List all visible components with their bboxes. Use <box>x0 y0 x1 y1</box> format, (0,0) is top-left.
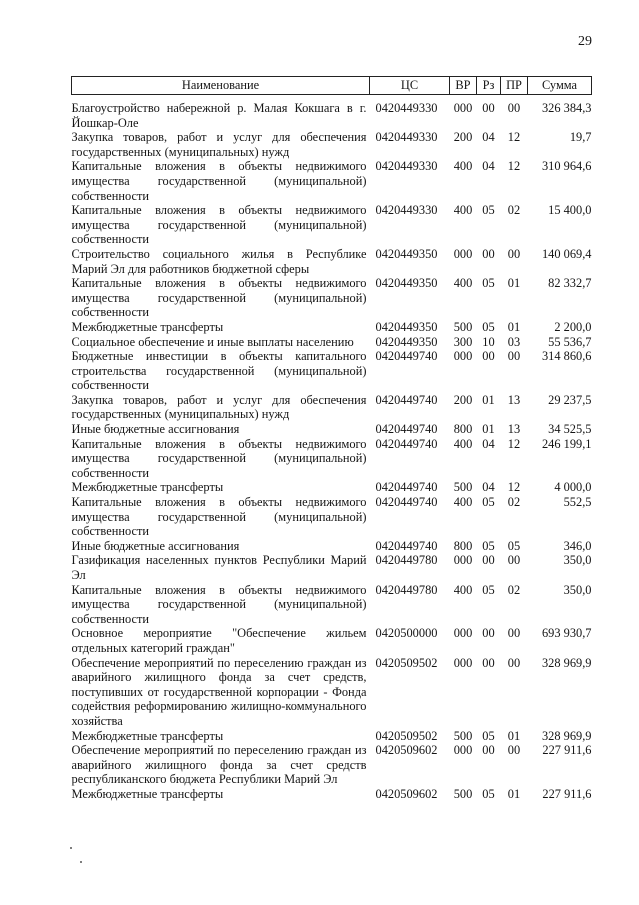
row-pr: 00 <box>507 626 521 641</box>
row-rz: 00 <box>482 553 495 568</box>
row-vr: 500 <box>453 319 473 334</box>
row-pr: 05 <box>507 538 521 553</box>
table-row <box>72 130 592 159</box>
table-row <box>72 95 592 131</box>
row-name: Межбюджетные трансферты <box>71 786 224 801</box>
row-name: Межбюджетные трансферты <box>71 319 224 334</box>
table-row <box>72 276 592 320</box>
row-sum: 227 911,6 <box>542 786 592 801</box>
row-rz: 00 <box>482 101 495 115</box>
row-sum: 4 000,0 <box>554 480 592 495</box>
row-rz: 04 <box>482 159 495 174</box>
header-pr: ПР <box>501 77 528 95</box>
table-row <box>72 203 592 247</box>
row-name: Обеспечение мероприятий по переселению граждан из аварийного жилищного фонда за счет средств, поступивших от государственной корпорации - Фонда содействия реформированию жилищно-коммунального хозяйства <box>71 655 367 728</box>
row-name: Строительство социального жилья в Республике Марий Эл для работников бюджетной сферы <box>71 246 367 276</box>
row-pr: 13 <box>507 392 521 407</box>
row-rz: 05 <box>482 495 495 510</box>
row-code: 0420449350 <box>375 276 438 291</box>
table-row <box>72 437 592 481</box>
row-name: Капитальные вложения в объекты недвижимого имущества государственной (муниципальной) собственности <box>71 203 367 247</box>
row-vr: 800 <box>453 538 473 553</box>
row-rz: 05 <box>482 276 495 291</box>
row-pr: 12 <box>507 480 521 495</box>
scan-speck <box>80 861 82 863</box>
row-vr: 000 <box>453 655 473 670</box>
row-code: 0420449740 <box>375 480 438 495</box>
row-pr: 00 <box>507 553 521 568</box>
row-code: 0420449780 <box>375 582 438 597</box>
header-vr: ВР <box>450 77 477 95</box>
row-sum: 2 200,0 <box>554 319 592 334</box>
scan-speck <box>70 847 72 849</box>
row-rz: 10 <box>482 334 495 349</box>
row-code: 0420509602 <box>375 743 438 758</box>
row-sum: 350,0 <box>563 582 592 597</box>
row-sum: 82 332,7 <box>548 276 592 291</box>
row-vr: 400 <box>453 203 473 218</box>
row-code: 0420449330 <box>375 159 438 174</box>
row-vr: 000 <box>453 246 473 261</box>
table-row <box>72 159 592 203</box>
table-row <box>72 393 592 422</box>
row-vr: 000 <box>453 743 473 758</box>
row-name: Иные бюджетные ассигнования <box>71 538 240 553</box>
table-row <box>72 626 592 655</box>
row-vr: 000 <box>453 101 473 115</box>
row-sum: 328 969,9 <box>541 728 592 743</box>
row-code: 0420449330 <box>375 101 438 115</box>
row-pr: 01 <box>507 276 521 291</box>
row-pr: 02 <box>507 582 521 597</box>
row-pr: 00 <box>507 101 521 115</box>
header-code: ЦС <box>370 77 450 95</box>
row-name: Закупка товаров, работ и услуг для обеспечения государственных (муниципальных) нужд <box>71 130 367 159</box>
row-name: Благоустройство набережной р. Малая Кокшага в г. Йошкар-Оле <box>71 101 367 130</box>
row-sum: 34 525,5 <box>548 422 592 437</box>
row-name: Основное мероприятие "Обеспечение жильем отдельных категорий граждан" <box>71 626 367 655</box>
row-sum: 140 069,4 <box>541 246 592 261</box>
row-name: Капитальные вложения в объекты недвижимого имущества государственной (муниципальной) собственности <box>71 436 367 480</box>
row-vr: 400 <box>453 276 473 291</box>
row-rz: 00 <box>482 246 495 261</box>
row-pr: 00 <box>507 349 521 364</box>
row-code: 0420509502 <box>375 655 438 670</box>
table-row <box>72 480 592 495</box>
row-code: 0420449740 <box>375 436 438 451</box>
row-vr: 500 <box>453 786 473 801</box>
row-rz: 00 <box>482 626 495 641</box>
row-rz: 01 <box>482 392 495 407</box>
row-vr: 200 <box>453 392 473 407</box>
row-pr: 02 <box>507 203 521 218</box>
row-vr: 000 <box>453 626 473 641</box>
row-vr: 400 <box>453 582 473 597</box>
row-pr: 00 <box>507 246 521 261</box>
row-name: Межбюджетные трансферты <box>71 728 224 743</box>
row-vr: 200 <box>453 130 473 145</box>
row-code: 0420449740 <box>375 349 438 364</box>
row-pr: 12 <box>507 159 521 174</box>
row-vr: 000 <box>453 349 473 364</box>
row-sum: 346,0 <box>563 538 592 553</box>
row-vr: 400 <box>453 159 473 174</box>
row-rz: 00 <box>482 349 495 364</box>
page-number: 29 <box>578 34 592 49</box>
table-row <box>72 583 592 627</box>
row-sum: 29 237,5 <box>548 392 592 407</box>
row-sum: 552,5 <box>563 495 592 510</box>
row-name: Капитальные вложения в объекты недвижимого имущества государственной (муниципальной) собственности <box>71 495 367 539</box>
table-row <box>72 422 592 437</box>
table-row <box>72 553 592 582</box>
row-code: 0420449740 <box>375 392 438 407</box>
row-vr: 800 <box>453 422 473 437</box>
row-sum: 693 930,7 <box>541 626 592 641</box>
row-sum: 246 199,1 <box>541 436 592 451</box>
row-sum: 55 536,7 <box>548 334 592 349</box>
row-rz: 00 <box>482 655 495 670</box>
row-name: Обеспечение мероприятий по переселению граждан из аварийного жилищного фонда за счет средств республиканского бюджета Республики Марий Эл <box>71 743 367 787</box>
row-pr: 03 <box>507 334 521 349</box>
table-header <box>72 77 592 95</box>
row-vr: 300 <box>453 334 473 349</box>
row-pr: 12 <box>507 130 521 145</box>
row-sum: 326 384,3 <box>541 101 592 115</box>
row-code: 0420449330 <box>375 203 438 218</box>
budget-table <box>71 76 592 802</box>
row-vr: 500 <box>453 480 473 495</box>
table-row <box>72 729 592 744</box>
row-pr: 01 <box>507 786 521 801</box>
row-name: Закупка товаров, работ и услуг для обеспечения государственных (муниципальных) нужд <box>71 392 367 422</box>
table-row <box>72 787 592 802</box>
row-rz: 05 <box>482 203 495 218</box>
row-sum: 328 969,9 <box>541 655 592 670</box>
row-name: Бюджетные инвестиции в объекты капитального строительства государственной (муниципальной) собственности <box>71 349 367 393</box>
row-code: 0420449330 <box>375 130 438 145</box>
row-name: Капитальные вложения в объекты недвижимого имущества государственной (муниципальной) собственности <box>71 159 367 203</box>
row-sum: 314 860,6 <box>541 349 592 364</box>
row-code: 0420449350 <box>375 334 438 349</box>
header-name: Наименование <box>72 77 370 95</box>
row-rz: 05 <box>482 538 495 553</box>
table-body <box>72 95 592 802</box>
row-rz: 05 <box>482 582 495 597</box>
row-name: Газификация населенных пунктов Республики Марий Эл <box>71 553 367 582</box>
row-name: Капитальные вложения в объекты недвижимого имущества государственной (муниципальной) собственности <box>71 276 367 320</box>
row-name: Капитальные вложения в объекты недвижимого имущества государственной (муниципальной) собственности <box>71 582 367 626</box>
table-row <box>72 335 592 350</box>
row-code: 0420449350 <box>375 319 438 334</box>
row-code: 0420500000 <box>375 626 438 641</box>
row-pr: 02 <box>507 495 521 510</box>
table-row <box>72 495 592 539</box>
row-sum: 15 400,0 <box>548 203 592 218</box>
row-sum: 350,0 <box>563 553 592 568</box>
row-rz: 04 <box>482 436 495 451</box>
row-pr: 01 <box>507 728 521 743</box>
row-code: 0420449740 <box>375 422 438 437</box>
row-pr: 00 <box>507 743 521 758</box>
row-vr: 500 <box>453 728 473 743</box>
table-row <box>72 320 592 335</box>
row-name: Межбюджетные трансферты <box>71 480 224 495</box>
row-pr: 13 <box>507 422 521 437</box>
header-rz: Рз <box>477 77 501 95</box>
row-pr: 12 <box>507 436 521 451</box>
row-pr: 00 <box>507 655 521 670</box>
row-rz: 05 <box>482 319 495 334</box>
row-rz: 05 <box>482 786 495 801</box>
row-vr: 400 <box>453 495 473 510</box>
row-rz: 05 <box>482 728 495 743</box>
row-sum: 310 964,6 <box>541 159 592 174</box>
row-sum: 227 911,6 <box>542 743 592 758</box>
row-vr: 000 <box>453 553 473 568</box>
row-sum: 19,7 <box>569 130 592 145</box>
row-name: Иные бюджетные ассигнования <box>71 422 240 437</box>
table-row <box>72 247 592 276</box>
row-code: 0420449350 <box>375 246 438 261</box>
table-row <box>72 656 592 729</box>
row-rz: 01 <box>482 422 495 437</box>
row-code: 0420509502 <box>375 728 438 743</box>
row-code: 0420449740 <box>375 538 438 553</box>
row-rz: 04 <box>482 480 495 495</box>
table-row <box>72 539 592 554</box>
row-name: Социальное обеспечение и иные выплаты населению <box>71 334 354 349</box>
row-code: 0420449740 <box>375 495 438 510</box>
table-row <box>72 349 592 393</box>
row-pr: 01 <box>507 319 521 334</box>
table-row <box>72 743 592 787</box>
row-code: 0420449780 <box>375 553 438 568</box>
row-code: 0420509602 <box>375 786 438 801</box>
row-vr: 400 <box>453 436 473 451</box>
row-rz: 04 <box>482 130 495 145</box>
row-rz: 00 <box>482 743 495 758</box>
header-sum: Сумма <box>528 77 592 95</box>
